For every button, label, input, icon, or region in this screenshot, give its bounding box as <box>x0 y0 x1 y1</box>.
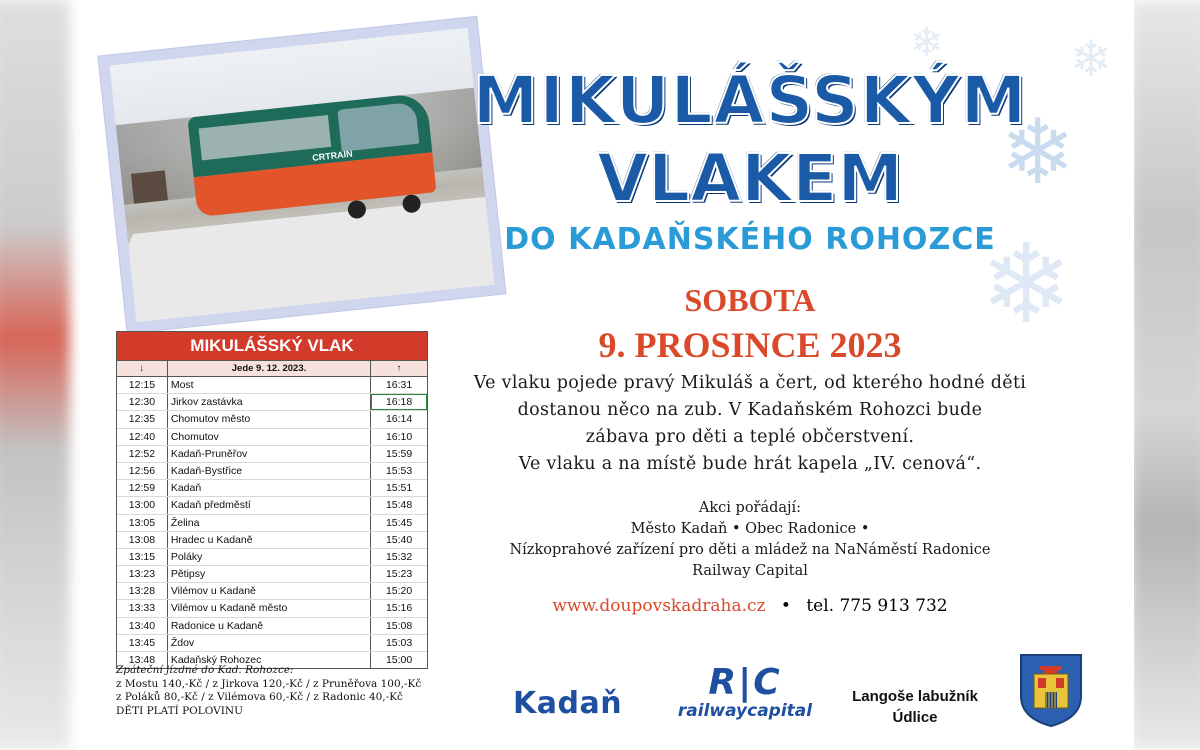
return-time: 15:51 <box>385 482 413 495</box>
langose-line2: Údlice <box>892 709 938 726</box>
table-row <box>117 429 427 446</box>
return-time: 16:31 <box>385 379 413 391</box>
table-row <box>117 480 427 497</box>
return-time: 15:23 <box>385 568 413 581</box>
station-name: Jirkov zastávka <box>168 394 371 410</box>
departure-time: 12:52 <box>117 446 168 462</box>
return-time: 15:53 <box>385 464 413 477</box>
station-name: Chomutov <box>168 429 371 445</box>
langose-logo <box>835 686 995 728</box>
blurred-left-margin <box>0 0 70 750</box>
return-time: 15:08 <box>385 619 413 632</box>
event-day: SOBOTA <box>684 282 816 318</box>
station-name: Vilémov u Kadaně <box>168 583 371 599</box>
departure-time: 13:48 <box>117 652 168 668</box>
table-row <box>117 446 427 463</box>
train-label: CRTRAIN <box>311 148 354 163</box>
station-name: Želina <box>168 515 371 531</box>
table-row <box>117 515 427 532</box>
return-time: 15:03 <box>385 636 413 649</box>
station-name: Vilémov u Kadaně město <box>168 600 371 616</box>
departure-time: 12:15 <box>117 377 168 393</box>
departure-time: 13:33 <box>117 600 168 616</box>
table-row <box>117 583 427 600</box>
event-date: 9. PROSINCE 2023 <box>598 325 902 365</box>
description-line: zábava pro děti a teplé občerstvení. <box>585 427 915 447</box>
rc-logo-text: railwaycapital <box>677 701 813 721</box>
station-name: Kadaň předměstí <box>168 497 371 513</box>
return-time: 16:14 <box>385 413 413 426</box>
organizers-line: Město Kadaň • Obec Radonice • <box>630 521 870 537</box>
fares-heading: Zpáteční jízdné do Kad. Rohozce: <box>116 664 294 676</box>
organizers-line: Railway Capital <box>692 563 808 579</box>
departure-time: 13:40 <box>117 618 168 634</box>
description-line: Ve vlaku pojede pravý Mikuláš a čert, od kterého hodné děti <box>473 373 1027 393</box>
station-name: Hradec u Kadaně <box>168 532 371 548</box>
station-name: Poláky <box>168 549 371 565</box>
timetable-body <box>117 377 427 668</box>
contact-line <box>420 596 1080 616</box>
departure-time: 13:45 <box>117 635 168 651</box>
snowflake-icon: ❄ <box>910 20 944 66</box>
return-time: 16:18 <box>371 394 427 410</box>
radonice-crest-icon <box>1018 652 1084 728</box>
timetable-subheader <box>117 360 427 377</box>
return-time: 15:00 <box>385 654 413 666</box>
station-name: Chomutov město <box>168 411 371 427</box>
return-time: 15:20 <box>385 585 413 598</box>
return-time: 16:10 <box>385 430 413 443</box>
table-row <box>117 497 427 514</box>
departure-time: 12:56 <box>117 463 168 479</box>
table-row <box>117 618 427 635</box>
table-row <box>117 463 427 480</box>
departure-time: 13:28 <box>117 583 168 599</box>
table-row <box>117 600 427 617</box>
blurred-right-margin <box>1130 0 1200 750</box>
snowflake-icon: ❄ <box>980 220 1073 348</box>
fares-line: z Mostu 140,-Kč / z Jirkova 120,-Kč / z Pruněřova 100,-Kč <box>116 677 422 690</box>
station-name: Pětipsy <box>168 566 371 582</box>
poster <box>80 0 1134 750</box>
station-name: Radonice u Kadaně <box>168 618 371 634</box>
snowflake-icon: ❄ <box>1070 30 1112 88</box>
station-name: Kadaň <box>168 480 371 496</box>
headline-line1: MIKULÁŠSKÝM <box>472 62 1028 139</box>
return-time: 15:45 <box>385 516 413 529</box>
organizers <box>420 498 1080 582</box>
departure-time: 13:08 <box>117 532 168 548</box>
description-line: dostanou něco na zub. V Kadaňském Rohozci bude <box>517 400 983 420</box>
fares-line: DĚTI PLATÍ POLOVINU <box>116 704 243 717</box>
table-row <box>117 549 427 566</box>
return-time: 15:40 <box>385 533 413 546</box>
snowflake-icon: ❄ <box>1000 100 1076 205</box>
railwaycapital-logo <box>665 664 825 720</box>
down-arrow-icon: ↓ <box>117 361 168 376</box>
station-name: Ždov <box>168 635 371 651</box>
table-row <box>117 411 427 428</box>
langose-line1: Langoše labužník <box>852 688 978 705</box>
organizers-line: Nízkoprahové zařízení pro děti a mládež na NaNáměstí Radonice <box>509 542 991 558</box>
headline-subtitle: DO KADAŇSKÉHO ROHOZCE <box>504 222 996 257</box>
departure-time: 13:00 <box>117 497 168 513</box>
phone-number: tel. 775 913 732 <box>806 596 948 616</box>
timetable <box>116 331 428 669</box>
departure-time: 13:05 <box>117 515 168 531</box>
departure-time: 12:40 <box>117 429 168 445</box>
timetable-title: MIKULÁŠSKÝ VLAK <box>117 332 427 360</box>
station-name: Kadaň-Pruněřov <box>168 446 371 462</box>
station-shed <box>131 170 168 203</box>
up-arrow-icon: ↑ <box>396 363 402 374</box>
event-description <box>410 370 1090 478</box>
return-time: 15:16 <box>385 602 413 615</box>
description-line: Ve vlaku a na místě bude hrát kapela „IV. cenová“. <box>518 454 982 474</box>
table-row <box>117 532 427 549</box>
table-row <box>117 377 427 394</box>
rc-logo-mark: R|C <box>708 662 782 703</box>
departure-time: 13:15 <box>117 549 168 565</box>
timetable-date: Jede 9. 12. 2023. <box>168 361 371 376</box>
departure-time: 12:30 <box>117 394 168 410</box>
fares <box>116 664 476 718</box>
website-link[interactable]: www.doupovskadraha.cz <box>552 596 766 616</box>
return-time: 15:48 <box>385 499 413 512</box>
station-name: Most <box>168 377 371 393</box>
return-time: 15:32 <box>385 550 413 563</box>
table-row <box>117 635 427 652</box>
headline-line2: VLAKEM <box>596 140 904 217</box>
organizers-heading: Akci pořádají: <box>698 500 802 516</box>
departure-time: 13:23 <box>117 566 168 582</box>
contact-separator: • <box>780 596 791 616</box>
station-name: Kadaňský Rohozec <box>168 652 371 668</box>
fares-line: z Poláků 80,-Kč / z Vilémova 60,-Kč / z Radonic 40,-Kč <box>116 691 403 703</box>
departure-time: 12:35 <box>117 411 168 427</box>
table-row <box>117 394 427 411</box>
kadan-logo: Kadaň <box>513 686 623 721</box>
departure-time: 12:59 <box>117 480 168 496</box>
table-row <box>117 566 427 583</box>
station-name: Kadaň-Bystřice <box>168 463 371 479</box>
return-time: 15:59 <box>385 447 413 460</box>
